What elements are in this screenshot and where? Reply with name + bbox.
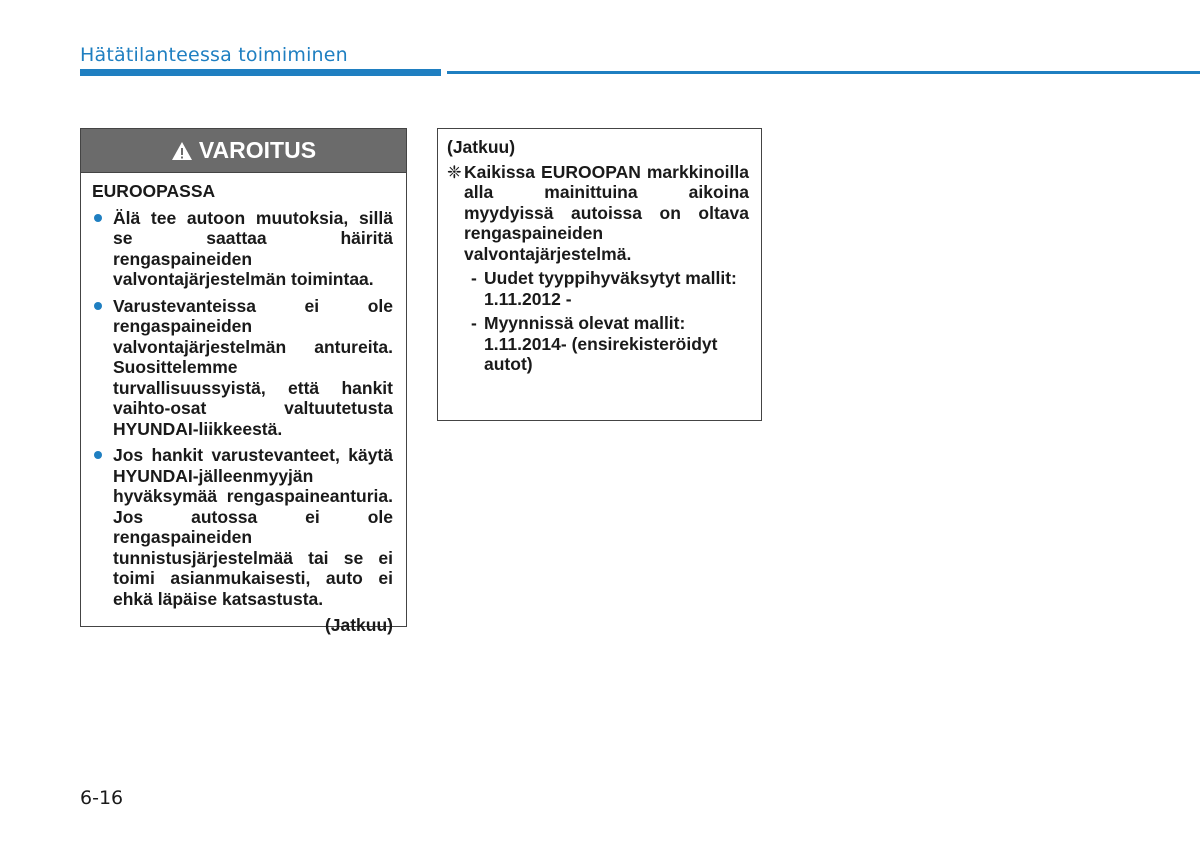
warning-heading: EUROOPASSA — [92, 181, 216, 201]
dash-item — [447, 268, 749, 309]
warning-bullet — [92, 296, 393, 440]
warning-box — [80, 128, 407, 635]
note-mark-icon: ❈ — [447, 161, 462, 182]
dash-item-label: Myynnissä olevat mallit: — [484, 313, 686, 333]
continued-box — [437, 128, 762, 421]
dash-item-date: 1.11.2012 - — [484, 288, 572, 309]
dash-item-label: Uudet tyyppihyväksytyt mallit: — [484, 268, 737, 288]
warning-bullet-text: Älä tee autoon muutoksia, sillä se saattaa häiritä rengaspaineiden valvontajärjestelmän toimintaa. — [113, 207, 393, 289]
bullet-dot-icon — [94, 214, 102, 222]
page-number: 6-16 — [80, 787, 124, 809]
dash-mark: - — [471, 268, 477, 288]
warning-bullet-text: Jos hankit varustevanteet, käytä HYUNDAI-jälleenmyyjän hyväksymää rengaspaineanturia. Jos autossa ei ole rengaspaineiden tunnistusjärjestelmää tai se ei toimi asianmukaisesti, auto ei ehkä läpäise katsastusta. — [113, 445, 393, 609]
section-title: Hätätilanteessa toimiminen — [80, 44, 348, 66]
warning-header — [81, 129, 406, 173]
continues-label: (Jatkuu) — [324, 615, 393, 635]
dash-mark: - — [471, 313, 477, 333]
dash-item — [447, 313, 749, 375]
warning-bullet — [92, 208, 393, 290]
warning-bullet — [92, 445, 393, 609]
warning-title: VAROITUS — [198, 137, 317, 163]
dash-item-date: 1.11.2014- (ensirekisteröidyt autot) — [484, 333, 718, 374]
note — [447, 162, 749, 265]
warning-triangle-icon — [171, 141, 193, 161]
header-rule-thick — [80, 69, 441, 76]
header-rule-thin — [447, 71, 1200, 74]
continued-label: (Jatkuu) — [447, 137, 516, 157]
bullet-dot-icon — [94, 302, 102, 310]
warning-bullet-text: Varustevanteissa ei ole rengaspaineiden valvontajärjestelmän antureita. Suosittelemme turvallisuussyistä, että hankit vaihto-osat valtuutetusta HYUNDAI-liikkeestä. — [113, 295, 393, 439]
note-text: Kaikissa EUROOPAN markkinoilla alla mainittuina aikoina myydyissä autoissa on oltava rengaspaineiden valvontajärjestelmä. — [464, 161, 749, 264]
warning-body — [81, 173, 406, 636]
bullet-dot-icon — [94, 451, 102, 459]
